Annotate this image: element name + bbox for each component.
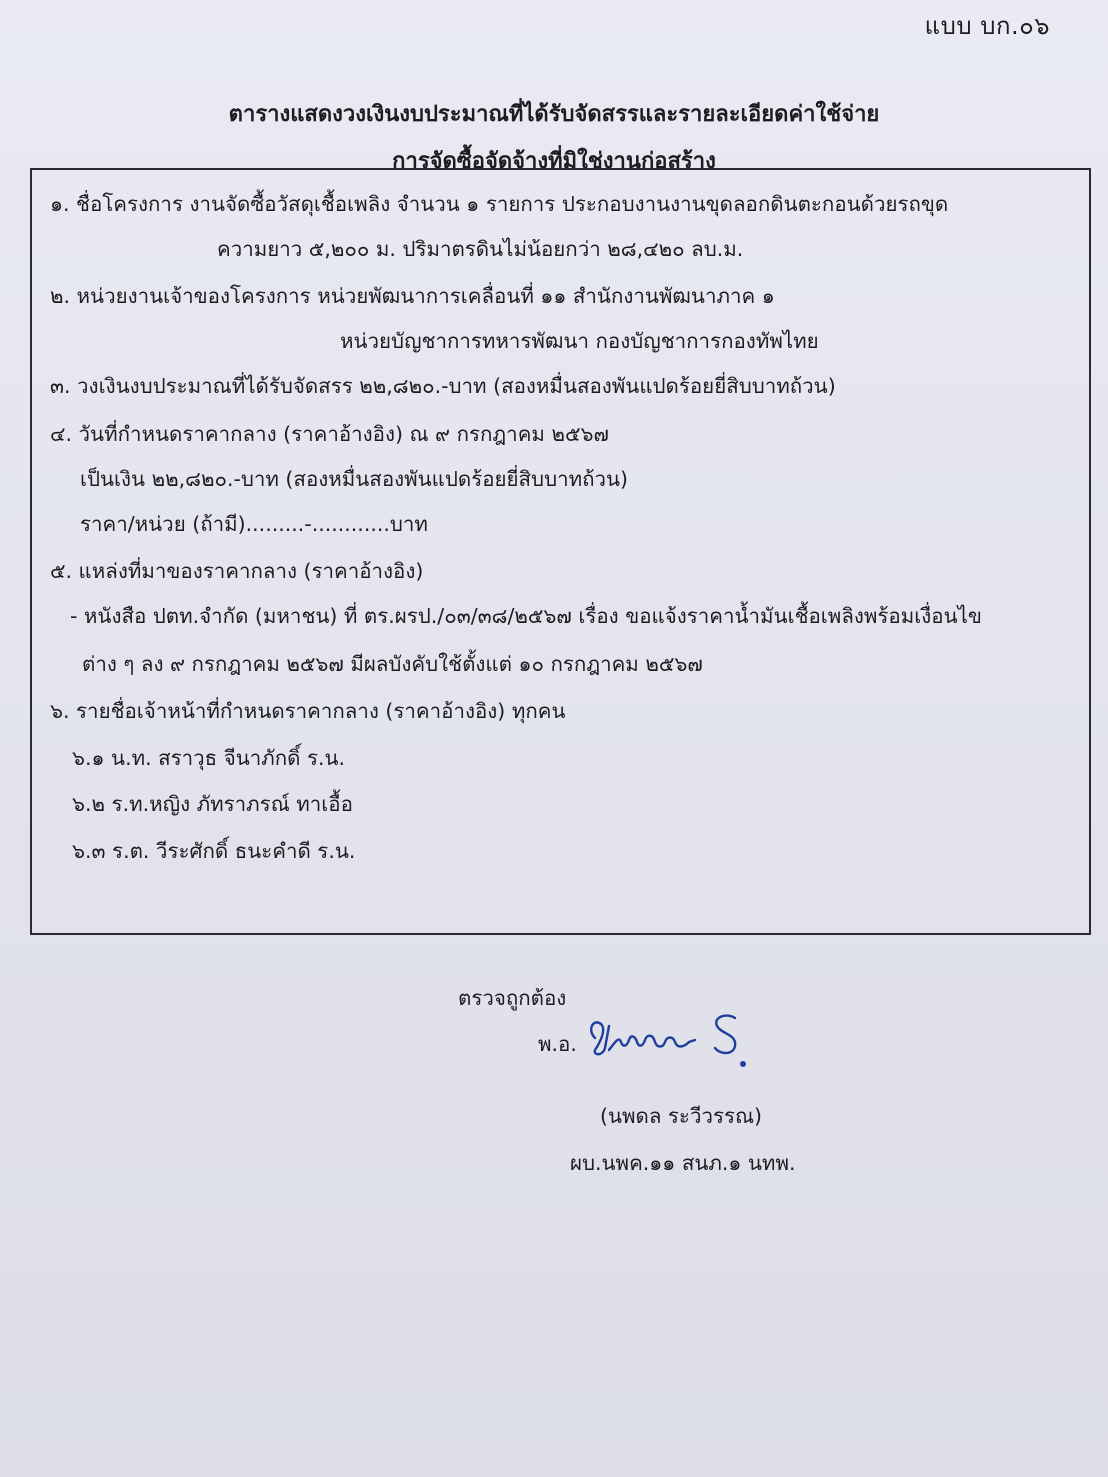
committee-member-1: ๖.๑ น.ท. สราวุธ จีนาภักดิ์ ร.น. [72, 746, 346, 770]
item-6-committee: ๖. รายชื่อเจ้าหน้าที่กำหนดราคากลาง (ราคาอ้างอิง) ทุกคน [50, 699, 566, 723]
signer-rank: พ.อ. [538, 1032, 577, 1056]
item-3-budget: ๓. วงเงินงบประมาณที่ได้รับจัดสรร ๒๒,๘๒๐.-บาท (สองหมื่นสองพันแปดร้อยยี่สิบบาทถ้วน) [50, 374, 836, 398]
item-2-owner-unit: ๒. หน่วยงานเจ้าของโครงการ หน่วยพัฒนาการเคลื่อนที่ ๑๑ สำนักงานพัฒนาภาค ๑ [50, 284, 775, 308]
item-5-source-dates: ต่าง ๆ ลง ๙ กรกฎาคม ๒๕๖๗ มีผลบังคับใช้ตั้งแต่ ๑๐ กรกฎาคม ๒๕๖๗ [82, 652, 703, 676]
verified-label: ตรวจถูกต้อง [458, 986, 567, 1010]
item-4-unit-price: ราคา/หน่วย (ถ้ามี).........-............บาท [80, 512, 428, 536]
committee-member-2: ๖.๒ ร.ท.หญิง ภัทราภรณ์ ทาเอื้อ [72, 792, 353, 816]
signer-position: ผบ.นพค.๑๑ สนภ.๑ นทพ. [570, 1151, 796, 1175]
item-1-project-name: ๑. ชื่อโครงการ งานจัดซื้อวัสดุเชื้อเพลิง จำนวน ๑ รายการ ประกอบงานงานขุดลอกดินตะกอนด้วยรถขุด [50, 192, 949, 216]
item-4-reference-date: ๔. วันที่กำหนดราคากลาง (ราคาอ้างอิง) ณ ๙ กรกฎาคม ๒๕๖๗ [50, 422, 609, 446]
details-box [30, 168, 1091, 935]
item-5-source-letter: - หนังสือ ปตท.จำกัด (มหาชน) ที่ ตร.ผรป./๐๓/๓๘/๒๕๖๗ เรื่อง ขอแจ้งราคาน้ำมันเชื้อเพลิงพร้อมเงื่อนไข [70, 604, 982, 628]
item-5-price-source: ๕. แหล่งที่มาของราคากลาง (ราคาอ้างอิง) [50, 559, 424, 583]
committee-member-3: ๖.๓ ร.ต. วีระศักดิ์ ธนะคำดี ร.น. [72, 839, 356, 863]
form-code: แบบ บก.๐๖ [924, 12, 1050, 40]
item-1-project-detail: ความยาว ๕,๒๐๐ ม. ปริมาตรดินไม่น้อยกว่า ๒๘,๔๒๐ ลบ.ม. [217, 237, 744, 261]
item-4-amount: เป็นเงิน ๒๒,๘๒๐.-บาท (สองหมื่นสองพันแปดร้อยยี่สิบบาทถ้วน) [80, 467, 629, 491]
document-subtitle: การจัดซื้อจัดจ้างที่มิใช่งานก่อสร้าง [392, 149, 716, 174]
document-title: ตารางแสดงวงเงินงบประมาณที่ได้รับจัดสรรและรายละเอียดค่าใช้จ่าย [228, 102, 880, 127]
item-2-owner-command: หน่วยบัญชาการทหารพัฒนา กองบัญชาการกองทัพไทย [340, 329, 819, 353]
handwritten-signature [585, 1008, 765, 1078]
signer-name: (นพดล ระวีวรรณ) [600, 1104, 762, 1128]
